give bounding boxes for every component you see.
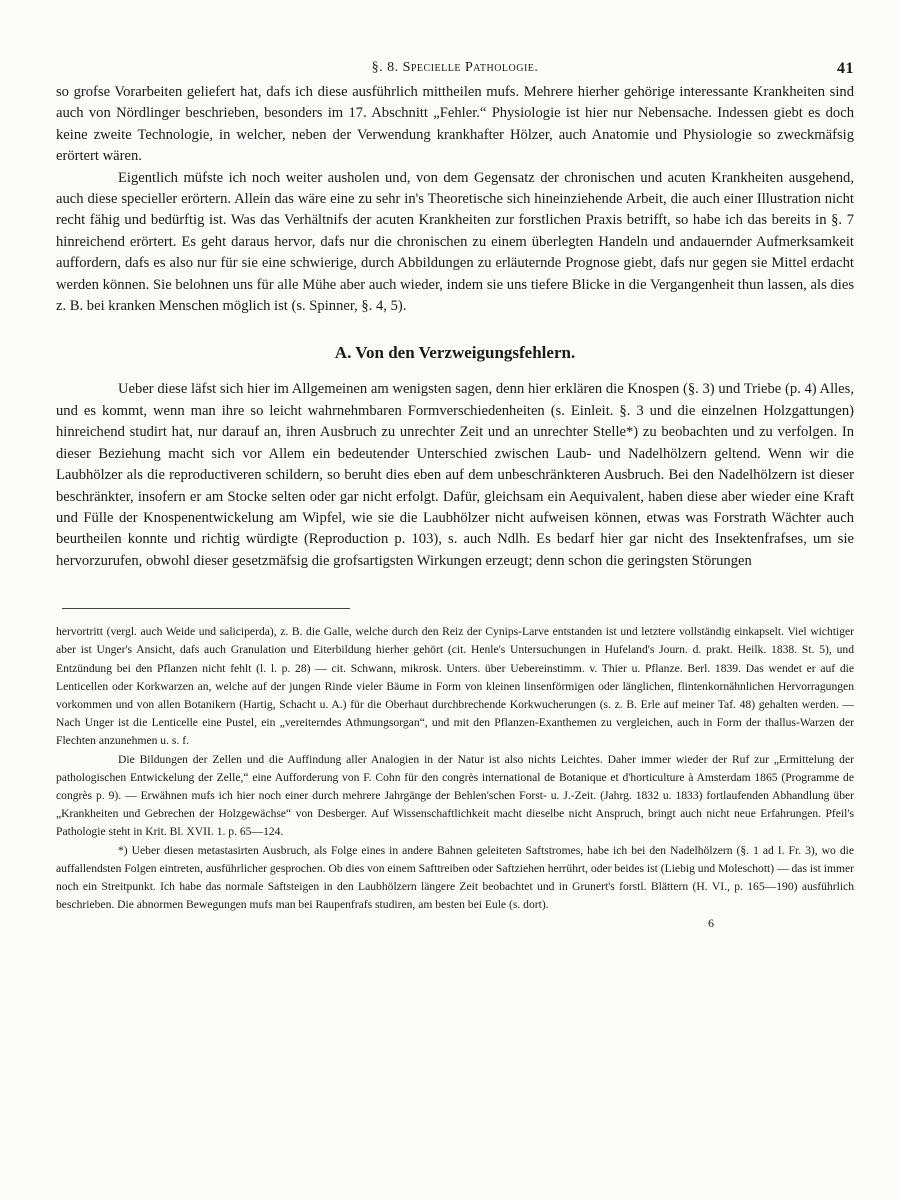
page-number: 41 xyxy=(837,60,854,77)
main-text xyxy=(56,82,854,572)
section-heading: A. Von den Verzweigungsfehlern. xyxy=(334,343,576,363)
footnote-paragraph-2: Die Bildungen der Zellen und die Auffindung aller Analogien in der Natur ist also nichts Leichtes. Daher immer wieder der Ruf zur „Ermittelung der pathologischen Entwickelung der Zelle,“ eine Aufforderung von F. Cohn für den congrès international de Botanique et d'horticulture à Amsterdam 1865 (Programme de congrès p. 9). — Erwähnen mufs ich hier noch einer durch mehrere Jahrgänge der Behlen'schen Forst- u. J.-Zeit. (Jahrg. 1832 u. 1833) fortlaufenden Abhandlung über „Krankheiten und Gebrechen der Holzgewächse“ von Desberger. Auf Wissenschaftlichkeit macht dieselbe nicht Anspruch, bringt auch nicht neue Erfahrungen. Pfeil's Pathologie steht in Krit. Bl. XVII. 1. p. 65—124. xyxy=(56,752,854,839)
body-paragraph-2: Eigentlich müfste ich noch weiter ausholen und, von dem Gegensatz der chronischen und acuten Krankheiten ausgehend, auch diese specieller erörtern. Allein das wäre eine zu sehr in's Theoretische sich hineinziehende Arbeit, die auch einer Illustration nicht recht fähig und bedürftig ist. Was das Verhältnifs der acuten Krankheiten zur forstlichen Praxis betrifft, so habe ich das bereits in §. 7 hinreichend erörtert. Es geht daraus hervor, dafs nur die chronischen zu einem überlegten Handeln und andauernder Aufmerksamkeit auffordern, dafs es also nur für sie eine schwierige, durch Abbildungen zu erläuternde Prognose giebt, dafs nur gegen sie Mittel erdacht werden können. Sie belohnen uns für alle Mühe aber auch wieder, indem sie uns tiefere Blicke in die Vergangenheit thun lassen, als dies z. B. bei kranken Menschen möglich ist (s. Spinner, §. 4, 5). xyxy=(56,169,854,315)
footnote-paragraph-1: hervortritt (vergl. auch Weide und saliciperda), z. B. die Galle, welche durch den Reiz der Cynips-Larve entstanden ist und letztere vollständig einkapselt. Viel wichtiger aber ist Unger's Ansicht, dafs auch Granulation und Eiterbildung hierher gehört (cit. Henle's Untersuchungen in Hufeland's Journ. d. prakt. Heilk. 1838. St. 5), und Entzündung bei den Pflanzen nicht fehlt (l. l. p. 28) — cit. Schwann, mikrosk. Unters. über Uebereinstimm. v. Thier u. Pflanze. Berl. 1839. Das wendet er auf die Lenticellen oder Korkwarzen an, welche auf der jungen Rinde vieler Bäume in Form von kleinen linsenförmigen oder länglichen, flintenkornähnlichen Hervorragungen vorkommen und von allen Botanikern (Hartig, Schacht u. A.) für die Oberhaut durchbrechende Korkwucherungen (s. z. B. Erle auf meiner Taf. 48) gehalten werden. — Nach Unger ist die Lenticelle eine Pustel, ein „vereiterndes Athmungsorgan“, und mit den Pflanzen-Exanthemen zu vergleichen, auch in Form der thallus-Warzen der Flechten anzunehmen u. s. f. xyxy=(56,625,854,748)
body-paragraph-3: Ueber diese läfst sich hier im Allgemeinen am wenigsten sagen, denn hier erklären die Knospen (§. 3) und Triebe (p. 4) Alles, und es kommt, wenn man ihre so leicht wahrnehmbaren Formverschiedenheiten (s. Einleit. §. 3 und die einzelnen Holzgattungen) hinreichend studirt hat, nur darauf an, ihren Ausbruch zu unrechter Zeit und an unrechter Stelle*) zu beobachten und zu verfolgen. In dieser Beziehung macht sich vor Allem ein bedeutender Unterschied zwischen Laub- und Nadelhölzern geltend. Wenn wir die Laubhölzer als die reproductiveren schildern, so beruht dies eben auf dem unbeschränkteren Ausbruch. Bei den Nadelhölzern ist dieser beschränkter, insofern er am Stocke selten oder gar nicht erfolgt. Dafür, gleichsam ein Aequivalent, haben diese aber wieder eine Kraft und Fülle der Knospenentwickelung am Wipfel, wie sie die Laubhölzer nicht aufweisen können, etwas was Forstrath Wächter auch beurtheilen konnte und richtig würdigte (Reproduction p. 103), s. auch Ndlh. Es bedarf hier gar nicht des Insektenfrafses, um sie hervorzurufen, obwohl dieser gesetzmäfsig die grofsartigsten Wirkungen erzeugt; denn schon die geringsten Störungen xyxy=(56,381,854,569)
header-section-title: §. 8. Specielle Pathologie. xyxy=(371,60,539,75)
running-header xyxy=(56,52,854,82)
signature-mark: 6 xyxy=(708,916,714,931)
footnote-divider xyxy=(62,608,350,609)
document-page xyxy=(56,52,854,931)
footnotes xyxy=(56,623,854,931)
footnote-paragraph-3: *) Ueber diesen metastasirten Ausbruch, als Folge eines in andere Bahnen geleiteten Saftstromes, habe ich bei den Nadelhölzern (§. 1 ad I. Fr. 3), wo die auffallendsten Folgen eintreten, ausführlicher gesprochen. Ob dies von einem Safttreiben oder Saftziehen herrührt, oder beides ist (Liebig und Moleschott) — das ist immer noch ein Streitpunkt. Ich habe das normale Saftsteigen in den Laubhölzern längere Zeit beobachtet und in Grunert's forstl. Blättern (H. VI., p. 165—190) ausführlich beschrieben. Die abnormen Bewegungen mufs man bei Raupenfrafs studiren, am besten bei Eule (s. dort). xyxy=(56,843,854,912)
body-paragraph-1: so grofse Vorarbeiten geliefert hat, dafs ich diese ausführlich mittheilen mufs. Mehrere hierher gehörige interessante Krankheiten sind auch von Nördlinger beschrieben, besonders im 17. Abschnitt „Fehler.“ Physiologie ist hier nur Nebensache. Indessen giebt es doch keine zweite Technologie, in welcher, neben der Verwendung krankhafter Hölzer, auch Anatomie und Physiologie so zweckmäfsig erörtert wären. xyxy=(56,84,854,165)
